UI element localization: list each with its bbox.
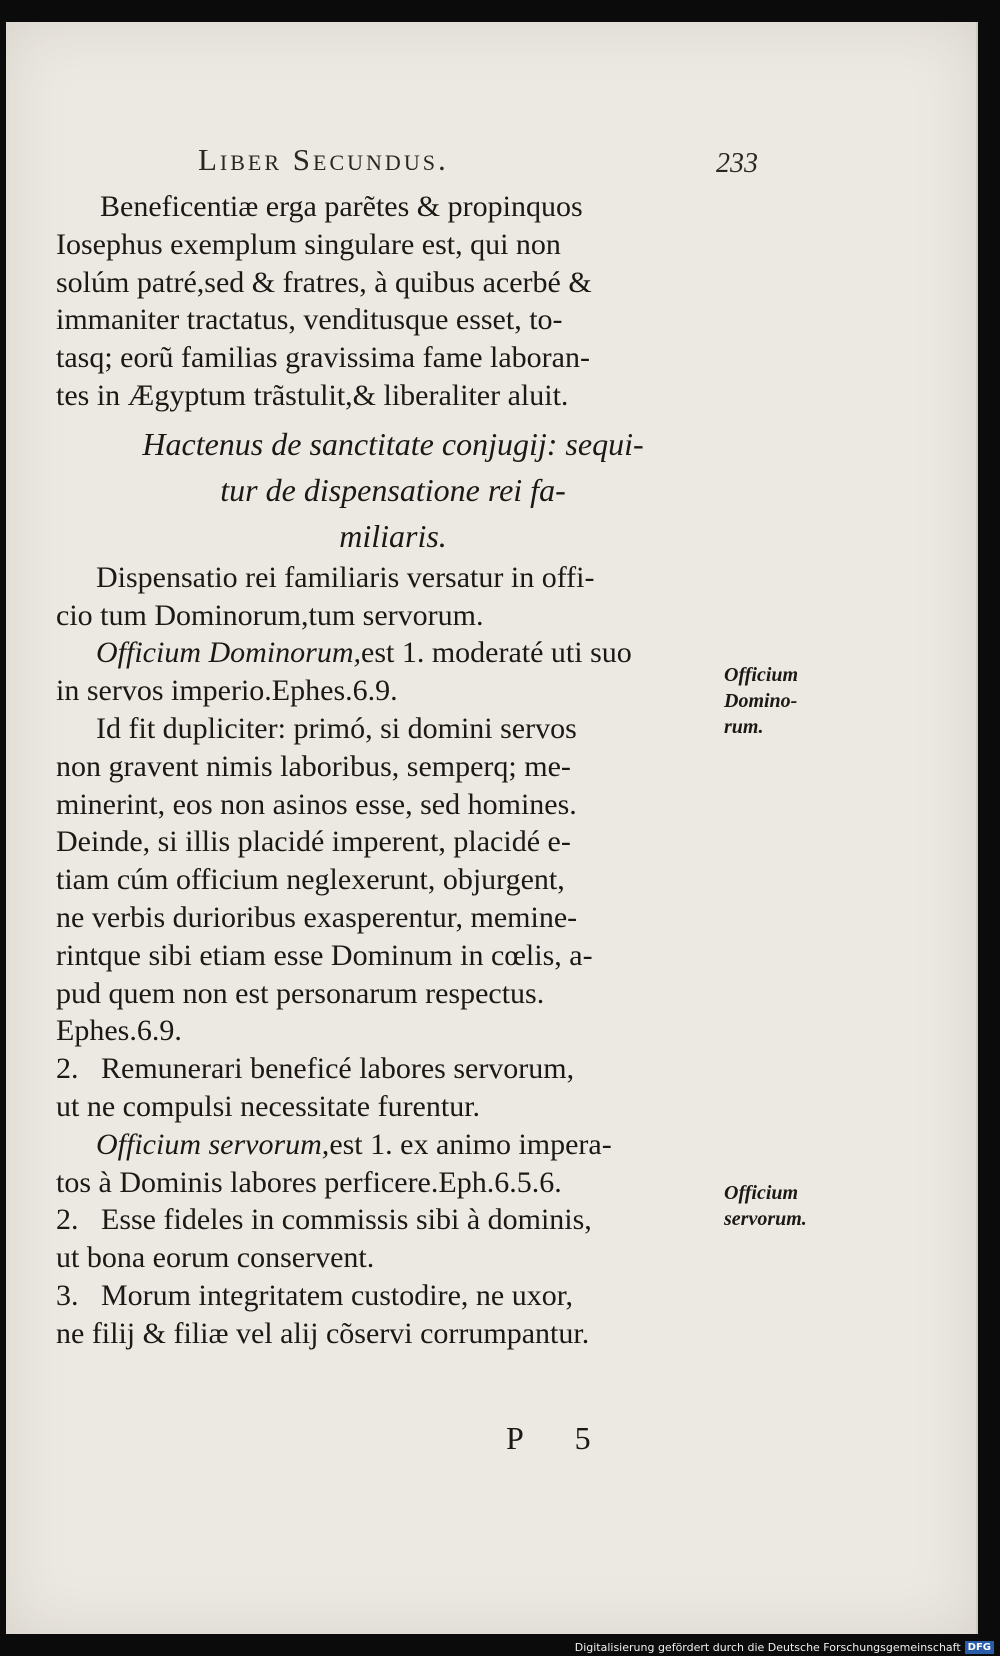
margin-note-line: Domino-: [724, 690, 798, 712]
text-line: ne filij & filiæ vel alij cõservi corrumpantur.: [56, 1316, 590, 1350]
margin-note-line: Officium: [724, 664, 799, 686]
text-line: immaniter tractatus, venditusque esset, to-: [56, 303, 563, 337]
text-line: Iosephus exemplum singulare est, qui non: [56, 227, 561, 261]
text-line: solúm patré,sed & fratres, à quibus acerbé &: [56, 265, 592, 299]
margin-note-line: servorum.: [724, 1208, 807, 1230]
digitization-footer: [575, 1641, 994, 1654]
text-line: minerint, eos non asinos esse, sed homines.: [56, 787, 577, 821]
italic-lead: Officium Dominorum,: [96, 636, 361, 670]
text-line: 3. Morum integritatem custodire, ne uxor,: [56, 1278, 574, 1312]
text-line: Beneficentiæ erga parẽtes & propinquos: [100, 190, 583, 223]
margin-note-dominorum: [724, 662, 834, 740]
text-line: tasq; eorũ familias gravissima fame laboran-: [56, 341, 590, 375]
text-line: Deinde, si illis placidé imperent, placidé e-: [56, 825, 571, 859]
section-heading: [56, 421, 730, 559]
text-line: cio tum Dominorum,tum servorum.: [56, 598, 484, 632]
paragraph-officium-dominorum: [56, 634, 730, 710]
margin-note-line: rum.: [724, 716, 764, 738]
text-span: est 1. ex animo impera-: [329, 1127, 612, 1161]
text-line: tes in Ægyptum trãstulit,& liberaliter aluit.: [56, 378, 569, 412]
text-line: 2. Remunerari beneficé labores servorum,: [56, 1052, 575, 1086]
book-page: [6, 22, 978, 1634]
dfg-logo-icon: DFG: [965, 1641, 994, 1654]
text-line: ne verbis durioribus exasperentur, memine-: [56, 900, 578, 934]
footer-credit: Digitalisierung gefördert durch die Deutsche Forschungsgemeinschaft: [574, 1641, 961, 1654]
text-line: pud quem non est personarum respectus.: [56, 976, 545, 1010]
page-header: [198, 142, 758, 182]
margin-note-line: Officium: [724, 1182, 799, 1204]
heading-line: miliaris.: [339, 517, 447, 554]
text-line: ut ne compulsi necessitate furentur.: [56, 1089, 481, 1123]
paragraph-officium-servorum: [56, 1126, 730, 1202]
text-line: non gravent nimis laboribus, semperq; me-: [56, 749, 571, 783]
margin-note-servorum: [724, 1180, 834, 1232]
paragraph-morum: [56, 1277, 730, 1353]
paragraph-remunerari: [56, 1050, 730, 1126]
main-text: [56, 188, 730, 1353]
text-line: 2. Esse fideles in commissis sibi à dominis,: [56, 1203, 592, 1237]
italic-lead: Officium servorum,: [96, 1127, 330, 1161]
running-head: Liber Secundus.: [198, 142, 449, 177]
text-line: ut bona eorum conservent.: [56, 1241, 375, 1275]
page-number: 233: [716, 148, 758, 179]
text-line: Ephes.6.9.: [56, 1014, 182, 1048]
text-line: Dispensatio rei familiaris versatur in offi-: [96, 560, 595, 594]
paragraph-beneficentia: [56, 188, 730, 415]
text-line: tos à Dominis labores perficere.Eph.6.5.6.: [56, 1165, 562, 1199]
text-line: tiam cúm officium neglexerunt, objurgent,: [56, 863, 565, 897]
paragraph-fideles: [56, 1201, 730, 1277]
heading-line: tur de dispensatione rei fa-: [220, 471, 566, 508]
text-line: rintque sibi etiam esse Dominum in cœlis, a-: [56, 938, 593, 972]
signature-mark: P 5: [506, 1420, 613, 1456]
text-span: est 1. moderaté uti suo: [361, 636, 632, 670]
paragraph-dispensatio: [56, 559, 730, 635]
paragraph-dupliciter: [56, 710, 730, 1050]
text-line: in servos imperio.Ephes.6.9.: [56, 674, 398, 708]
heading-line: Hactenus de sanctitate conjugij: sequi-: [142, 425, 644, 462]
text-line: Id fit dupliciter: primó, si domini servos: [96, 711, 577, 745]
